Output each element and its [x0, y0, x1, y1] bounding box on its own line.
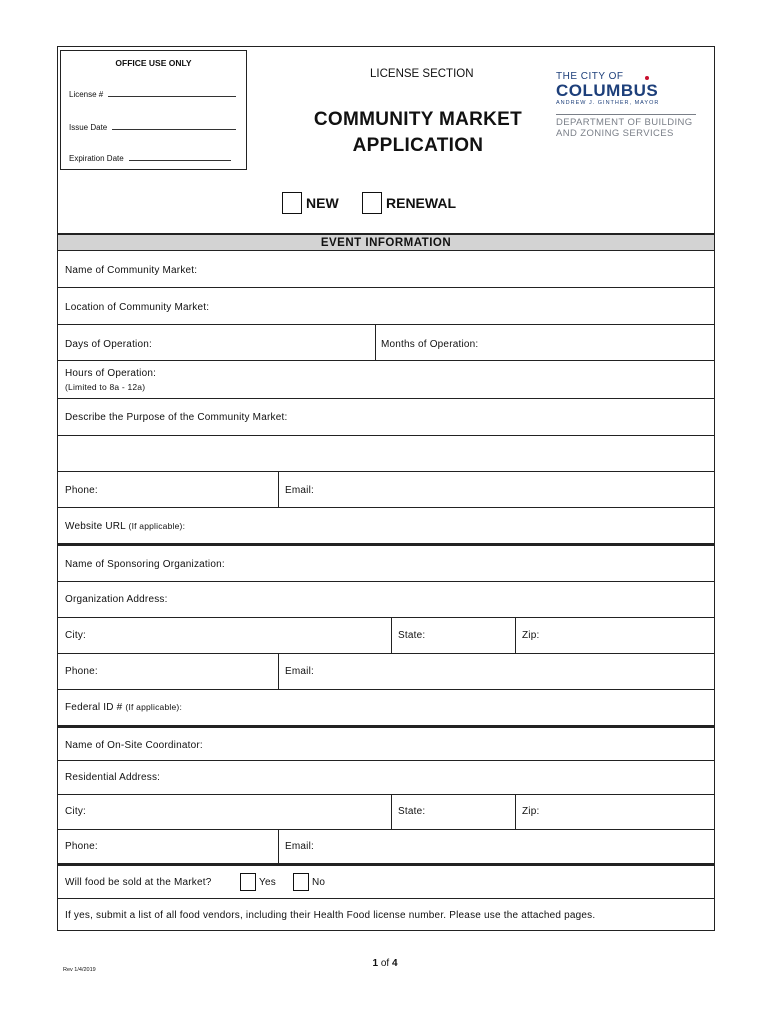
logo-dept-line2: AND ZONING SERVICES: [556, 127, 674, 139]
logo-name-text: COLUMBUS: [556, 81, 659, 100]
cell-divider: [375, 325, 376, 360]
new-option[interactable]: [282, 192, 339, 214]
new-checkbox[interactable]: [282, 192, 302, 214]
org-state-label: State:: [398, 630, 426, 641]
coordinator-city-label: City:: [65, 806, 86, 817]
org-zip-label: Zip:: [522, 630, 540, 641]
coordinator-label: Name of On-Site Coordinator:: [65, 740, 203, 751]
city-logo: [556, 71, 706, 139]
vendors-note-row: [58, 899, 714, 931]
org-contact-row: [58, 654, 714, 690]
food-yes-label: Yes: [259, 876, 276, 888]
purpose-continued-row[interactable]: [58, 436, 714, 472]
issue-date-field[interactable]: [112, 129, 236, 130]
logo-divider: [556, 114, 696, 115]
sponsor-label: Name of Sponsoring Organization:: [65, 559, 225, 570]
purpose-row[interactable]: [58, 399, 714, 436]
cell-divider: [391, 795, 392, 829]
market-phone-label: Phone:: [65, 485, 98, 496]
license-number-field[interactable]: [108, 96, 236, 97]
coordinator-contact-row: [58, 830, 714, 864]
license-section-label: LICENSE SECTION: [370, 68, 474, 80]
food-no-label: No: [312, 876, 326, 888]
residential-address-row[interactable]: [58, 761, 714, 795]
renewal-label: RENEWAL: [386, 195, 456, 211]
page-total: 4: [391, 958, 398, 969]
cell-divider: [515, 795, 516, 829]
food-question-row: [58, 864, 714, 899]
cell-divider: [278, 654, 279, 689]
purpose-label: Describe the Purpose of the Community Market:: [65, 412, 288, 423]
expiration-date-row: [69, 154, 231, 163]
sponsor-row[interactable]: [58, 544, 714, 582]
cell-divider: [515, 618, 516, 653]
food-no-checkbox[interactable]: [293, 873, 309, 891]
coordinator-city-row: [58, 795, 714, 830]
website-if-applicable: (If applicable):: [128, 521, 186, 531]
market-name-row[interactable]: [58, 251, 714, 288]
food-question-label: Will food be sold at the Market?: [65, 877, 212, 888]
coordinator-email-label: Email:: [285, 841, 314, 852]
food-yes-option[interactable]: [240, 873, 276, 891]
market-location-label: Location of Community Market:: [65, 302, 210, 313]
page-title-line1: COMMUNITY MARKET: [313, 109, 523, 130]
org-city-row: [58, 618, 714, 654]
operation-row: [58, 325, 714, 361]
page-title: [298, 107, 538, 159]
coordinator-phone-label: Phone:: [65, 841, 98, 852]
renewal-option[interactable]: [362, 192, 456, 214]
website-label-text: Website URL: [65, 521, 126, 532]
org-phone-label: Phone:: [65, 666, 98, 677]
org-email-label: Email:: [285, 666, 314, 677]
residential-address-label: Residential Address:: [65, 772, 161, 783]
license-number-label: License #: [69, 90, 104, 99]
page-number: [0, 958, 770, 969]
market-contact-row: [58, 472, 714, 508]
office-use-box: [60, 50, 247, 170]
logo-dept-line1: DEPARTMENT OF BUILDING: [556, 117, 693, 128]
hours-of-operation-label: Hours of Operation:: [65, 368, 157, 379]
cell-divider: [391, 618, 392, 653]
website-label: [65, 521, 185, 532]
federal-id-label-text: Federal ID #: [65, 702, 123, 713]
new-label: NEW: [306, 195, 339, 211]
issue-date-row: [69, 123, 236, 132]
logo-dot-icon: [645, 76, 649, 80]
coordinator-row[interactable]: [58, 726, 714, 761]
expiration-date-label: Expiration Date: [69, 154, 124, 163]
issue-date-label: Issue Date: [69, 123, 108, 132]
federal-id-label: [65, 702, 182, 713]
revision-date: Rev 1/4/2019: [63, 967, 96, 973]
months-of-operation-label: Months of Operation:: [381, 339, 479, 350]
logo-mayor: ANDREW J. GINTHER, MAYOR: [556, 100, 660, 106]
food-no-option[interactable]: [293, 873, 325, 891]
logo-city-of: THE CITY OF: [556, 71, 624, 82]
license-number-row: [69, 90, 236, 99]
application-form: [57, 46, 715, 931]
page-current: 1: [372, 958, 379, 969]
website-row[interactable]: [58, 508, 714, 544]
federal-id-row[interactable]: [58, 690, 714, 726]
expiration-date-field[interactable]: [129, 160, 231, 161]
market-location-row[interactable]: [58, 288, 714, 325]
vendors-note: If yes, submit a list of all food vendors, including their Health Food license number. Please use the attached pages.: [65, 910, 596, 921]
org-address-row[interactable]: [58, 582, 714, 618]
page-title-line2: APPLICATION: [352, 135, 484, 156]
logo-columbus: [556, 82, 706, 99]
food-yes-checkbox[interactable]: [240, 873, 256, 891]
market-email-label: Email:: [285, 485, 314, 496]
market-name-label: Name of Community Market:: [65, 265, 198, 276]
federal-id-if-applicable: (If applicable):: [125, 702, 183, 712]
hours-note: (Limited to 8a - 12a): [65, 382, 146, 392]
days-of-operation-label: Days of Operation:: [65, 339, 152, 350]
cell-divider: [278, 830, 279, 863]
coordinator-state-label: State:: [398, 806, 426, 817]
office-use-title: OFFICE USE ONLY: [115, 58, 192, 68]
org-address-label: Organization Address:: [65, 594, 168, 605]
coordinator-zip-label: Zip:: [522, 806, 540, 817]
hours-row[interactable]: [58, 361, 714, 399]
page-of: of: [380, 958, 390, 969]
org-city-label: City:: [65, 630, 86, 641]
cell-divider: [278, 472, 279, 507]
event-information-header: EVENT INFORMATION: [58, 233, 714, 251]
renewal-checkbox[interactable]: [362, 192, 382, 214]
